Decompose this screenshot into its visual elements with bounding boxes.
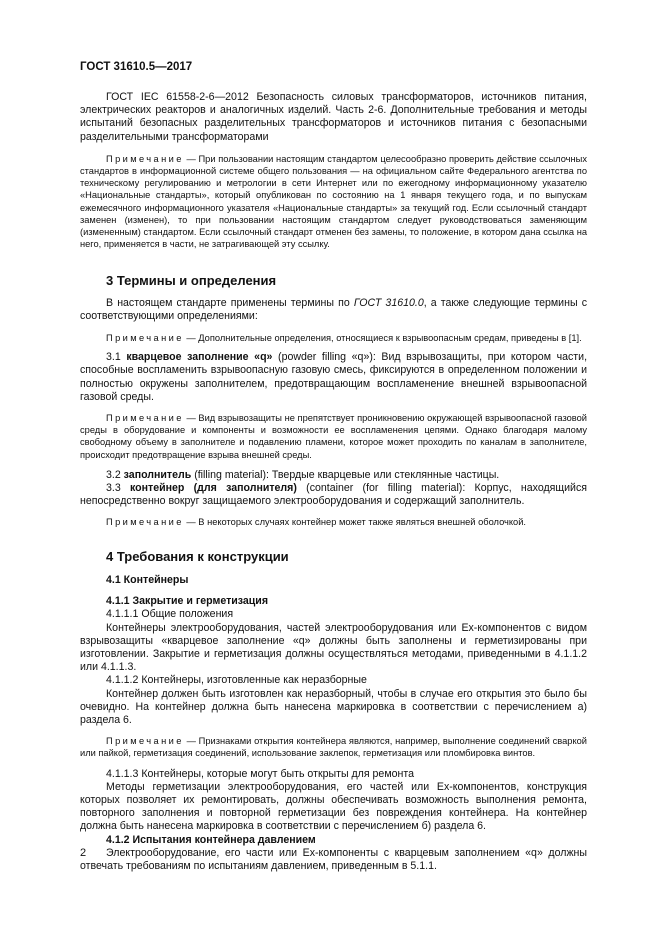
term-3-1-definition: (powder filling «q»): Вид взрывозащиты, при котором части, способные воспламенить взрывоопасную газовую смесь, фиксируются в определенном положении и полностью окружены заполнителем, предотвращающим воспламенение внешней взрывоопасной газовой среды. xyxy=(80,351,588,403)
page-content xyxy=(80,91,587,873)
clause-4-1-1-2-title: 4.1.1.2 Контейнеры, изготовленные как неразборные xyxy=(106,674,367,687)
note-1-text: При пользовании настоящим стандартом целесообразно проверить действие ссылочных стандартов в информационной системе общего пользования — на официальном сайте Федерального агентства по техническому регулированию и метрологии в сети Интернет или по ежегодному информационному указателю «Национальные стандарты», который опубликован по состоянию на 1 января текущего года, и по выпускам ежемесячного информационного указателя «Национальные стандарты» за текущий год. Если ссылочный стандарт заменен (изменен), то при пользовании настоящим стандартом следует руководствоваться заменяющим (измененным) стандартом. Если ссылочный стандарт отменен без замены, то положение, в котором дана ссылка на него, применяется в части, не затрагивающей эту ссылку. xyxy=(80,153,587,250)
document-header: ГОСТ 31610.5—2017 xyxy=(80,61,193,73)
term-3-1: 3.1 кварцевое заполнение «q» (powder filling «q»): Вид взрывозащиты, при котором части, способные воспламенить взрывоопасную газовую смесь, фиксируются в определенном положении и полностью окружены заполнителем, предотвращающим воспламенение внешней взрывоопасной газовой среды. xyxy=(80,351,588,403)
clause-4-1-1-2-text: Контейнер должен быть изготовлен как неразборный, чтобы в случае его открытия это было бы очевидно. На контейнер должна быть нанесена маркировка в соответствии с перечислением а) раздела 6. xyxy=(80,687,587,726)
clause-4-1-1-1-title: 4.1.1.1 Общие положения xyxy=(106,608,234,621)
note-label: Примечание xyxy=(106,413,184,424)
clause-4-1-2-title: 4.1.2 Испытания контейнера давлением xyxy=(106,833,316,846)
clause-4-1-1-1-text: Контейнеры электрооборудования, частей электрооборудования или Ex-компонентов с видом взрывозащиты «кварцевое заполнение «q» должны быть заполнены и герметизированы при изготовлении. Закрытие и герметизация должны осуществляться методами, приведенными в 4.1.1.2 или 4.1.1.3. xyxy=(80,621,587,674)
section-4-title: 4 Требования к конструкции xyxy=(106,548,289,564)
normative-reference: ГОСТ IEC 61558-2-6—2012 Безопасность силовых трансформаторов, источников питания, электрических реакторов и аналогичных изделий. Часть 2-6. Дополнительные требования и методы испытаний безопасных разделительных трансформаторов и источников питания с безопасными разделительными трансформаторами xyxy=(80,91,587,143)
term-3-3: 3.3 контейнер (для заполнителя) (container (for filling material): Корпус, находящийся непосредственно вокруг защищаемого электрооборудования и содержащий заполнитель. xyxy=(80,482,587,508)
note-label: Примечание xyxy=(106,517,184,528)
term-3-3-name: контейнер (для заполнителя) xyxy=(130,482,297,495)
note-label: Примечание xyxy=(106,153,184,164)
clause-4-1-1-title: 4.1.1 Закрытие и герметизация xyxy=(106,595,268,608)
clause-4-1-2-text: Электрооборудование, его части или Ex-компоненты с кварцевым заполнением «q» должны отвечать требованиям по испытаниям давлением, приведенным в 5.1.1. xyxy=(80,846,587,872)
note-4-text: В некоторых случаях контейнер может также являться внешней оболочкой. xyxy=(198,517,527,528)
term-3-2-definition: (filling material): Твердые кварцевые или стеклянные частицы. xyxy=(191,468,500,481)
section-3-title: 3 Термины и определения xyxy=(106,273,277,289)
term-3-2: 3.2 заполнитель (filling material): Твердые кварцевые или стеклянные частицы. xyxy=(106,468,500,481)
term-3-2-name: заполнитель xyxy=(123,468,192,481)
clause-4-1-1-3-text: Методы герметизации электрооборудования, его частей или Ex-компонентов, конструкция которых позволяет их ремонтировать, должны обеспечивать возможность выполнения ремонта, повторного заполнения и повторной герметизации без повреждения контейнера. На контейнер должна быть нанесена маркировка в соответствии с перечислением б) раздела 6. xyxy=(80,780,587,833)
term-3-1-name: кварцевое заполнение «q» xyxy=(126,351,273,364)
note-label: Примечание xyxy=(106,736,184,747)
section-3-intro: В настоящем стандарте применены термины по ГОСТ 31610.0, а также следующие термины с соответствующими определениями: xyxy=(80,296,587,322)
note-5: Примечание — Признаками открытия контейнера являются, например, выполнение соединений сваркой или пайкой, герметизация соединений, использование заклепок, герметизация или пломбировка винтов. xyxy=(80,736,587,759)
note-2-text: Дополнительные определения, относящиеся к взрывоопасным средам, приведены в [1]. xyxy=(198,333,582,344)
standard-reference: ГОСТ 31610.0 xyxy=(353,296,424,309)
page-number: 2 xyxy=(80,847,87,859)
term-3-3-definition: (container (for filling material): Корпус, находящийся непосредственно вокруг защищаемого электрооборудования и содержащий заполнитель. xyxy=(80,482,587,508)
note-4: Примечание — В некоторых случаях контейнер может также являться внешней оболочкой. xyxy=(106,517,527,528)
note-1: Примечание — При пользовании настоящим стандартом целесообразно проверить действие ссылочных стандартов в информационной системе общего пользования — на официальном сайте Федерального агентства по техническому регулированию и метрологии в сети Интернет или по ежегодному информационному указателю «Национальные стандарты», который опубликован по состоянию на 1 января текущего года, и по выпускам ежемесячного информационного указателя «Национальные стандарты» за текущий год. Если ссылочный стандарт заменен (изменен), то при пользовании настоящим стандартом следует руководствоваться заменяющим (измененным) стандартом. Если ссылочный стандарт отменен без замены, то положение, в котором дана ссылка на него, применяется в части, не затрагивающей эту ссылку. xyxy=(80,153,587,250)
note-2: Примечание — Дополнительные определения, относящиеся к взрывоопасным средам, приведены в [1]. xyxy=(106,333,582,344)
note-3: Примечание — Вид взрывозащиты не препятствует проникновению окружающей взрывоопасной газовой среды в оборудование и компоненты и возможности ее воспламенения цепями. Однако благодаря малому свободному объему в заполнителе и подавлению пламени, которое может проходить по каналам в заполнителе, происходит предотвращение взрыва внешней среды. xyxy=(80,413,587,460)
note-label: Примечание xyxy=(106,333,184,344)
clause-4-1-1-3-title: 4.1.1.3 Контейнеры, которые могут быть открыты для ремонта xyxy=(106,767,414,780)
note-5-text: Признаками открытия контейнера являются, например, выполнение соединений сваркой или пайкой, герметизация соединений, использование заклепок, герметизация или пломбировка винтов. xyxy=(80,736,587,759)
note-3-text: Вид взрывозащиты не препятствует проникновению окружающей взрывоопасной газовой среды в оборудование и компоненты и возможности ее воспламенения цепями. Однако благодаря малому свободному объему в заполнителе и подавлению пламени, которое может проходить по каналам в заполнителе, происходит предотвращение взрыва внешней среды. xyxy=(80,413,587,460)
subsection-4-1-title: 4.1 Контейнеры xyxy=(106,573,189,586)
